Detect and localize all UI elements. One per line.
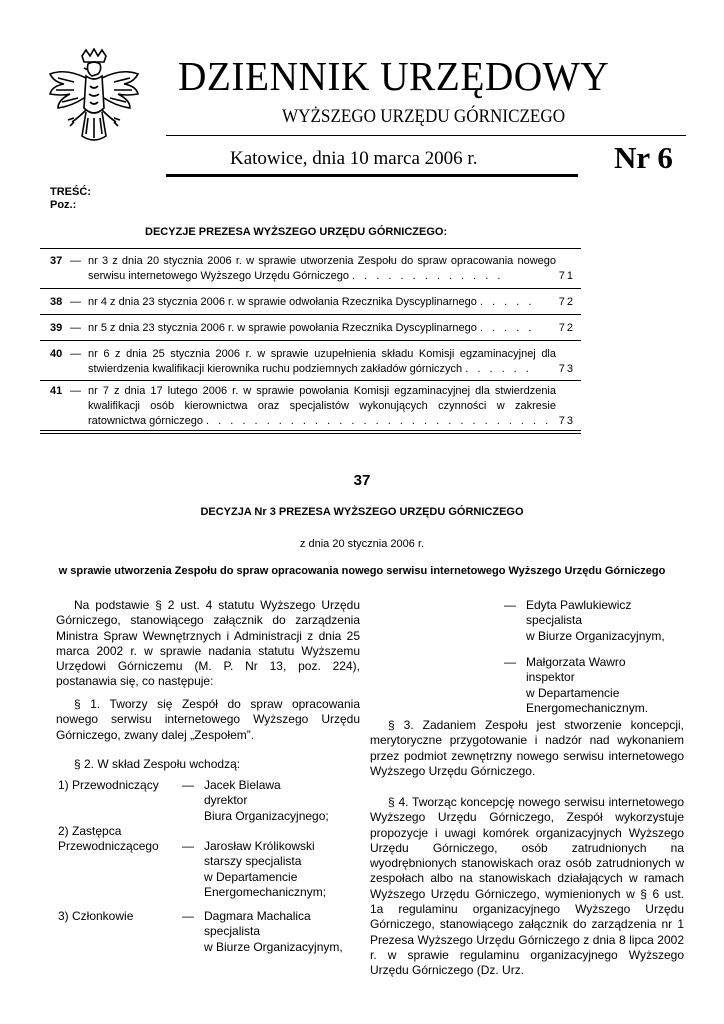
member-details (204, 909, 384, 955)
member-dash: — (182, 909, 194, 923)
toc-entry-page: 71 (558, 270, 575, 282)
toc-entry-page: 73 (558, 363, 575, 375)
decision-subject: w sprawie utworzenia Zespołu do spraw opracowania nowego serwisu internetowego Wyższego Urzędu Górniczego (58, 565, 666, 577)
member-dash: — (182, 839, 194, 853)
toc-entry-dash: — (70, 322, 81, 334)
toc-label-text: TREŚĆ: (50, 186, 91, 198)
toc-rule (40, 430, 581, 431)
member-unit: w Departamencie Energomechanicznym; (204, 869, 327, 899)
toc-rule (40, 433, 581, 434)
member-role: 1) Przewodniczący (58, 778, 159, 792)
toc-entry-number: 39 (50, 322, 63, 334)
toc-entry-page: 73 (558, 415, 575, 427)
member-position: specjalista (204, 924, 261, 939)
member-position: specjalista (526, 613, 583, 628)
toc-entry-text: nr 4 z dnia 23 stycznia 2006 r. w sprawie odwołania Rzecznika Dyscyplinarnego . . . . . (88, 296, 535, 308)
member-dash: — (182, 778, 194, 792)
section-number: 37 (353, 472, 371, 489)
toc-entry-text: nr 7 z dnia 17 lutego 2006 r. w sprawie powołania Komisji egzaminacyjnej dla stwierdzenia kwalifikacji osób kierownictwa oraz specjalistów wykonujących czynności w zakresie ratownictwa górniczego . . . . . . . . . . . . . . . . . . . . . . . . . . . . . (88, 385, 556, 427)
toc-entry-number: 41 (50, 385, 63, 397)
paragraph-1: § 1. Tworzy się Zespół do spraw opracowania nowego serwisu internetowego Wyższego Urzędu Górniczego, zwany dalej „Zespołem”. (56, 697, 360, 742)
toc-entry-dash: — (70, 296, 81, 308)
decision-date: z dnia 20 stycznia 2006 r. (299, 538, 425, 550)
member-details (204, 839, 384, 900)
member-dash: — (504, 598, 516, 612)
toc-heading: DECYZJE PREZESA WYŻSZEGO URZĘDU GÓRNICZEGO: (145, 226, 448, 238)
toc-entry-text: nr 3 z dnia 20 stycznia 2006 r. w sprawie utworzenia Zespołu do spraw opracowania nowego serwisu internetowego Wyższego Urzędu Górniczego . . . . . . . . . . . . . (88, 255, 556, 282)
paragraph-3: § 3. Zadaniem Zespołu jest stworzenie koncepcji, merytoryczne przygotowanie i nadzór nad wykonaniem przez podmiot zewnętrzny nowego serwisu internetowego Wyższego Urzędu Górniczego. (370, 718, 684, 778)
member-position: inspektor (526, 670, 575, 685)
journal-title: DZIENNIK URZĘDOWY (178, 53, 610, 99)
member-name: Jarosław Królikowski (204, 839, 315, 853)
toc-entry-number: 40 (50, 348, 63, 360)
toc-entry-number: 37 (50, 255, 63, 267)
toc-entry-page: 72 (558, 322, 575, 334)
member-unit: w Biurze Organizacyjnym, (526, 628, 665, 643)
toc-entry-dash: — (70, 348, 81, 360)
issue-number: Nr 6 (614, 140, 673, 175)
intro-paragraph: Na podstawie § 2 ust. 4 statutu Wyższego Urzędu Górniczego, stanowiącego załącznik do zarządzenia Ministra Spraw Wewnętrznych i Administracji z dnia 25 marca 2002 r. w sprawie nadania statutu Wyższemu Urzędowi Górniczemu (M. P. Nr 13, poz. 224), postanawia się, co następuje: (56, 598, 360, 689)
member-name: Dagmara Machalica (204, 909, 311, 923)
member-name: Edyta Pawlukiewicz (526, 598, 632, 612)
member-name: Jacek Bielawa (204, 778, 281, 792)
toc-rule (40, 340, 581, 341)
toc-entry-dash: — (70, 255, 81, 267)
member-details (526, 655, 696, 716)
member-position: dyrektor (204, 793, 248, 808)
paragraph-2: § 2. W skład Zespołu wchodzą: (74, 757, 241, 771)
member-role: 2) Zastępca Przewodniczącego (58, 824, 159, 854)
toc-rule (40, 314, 581, 315)
toc-rule (40, 248, 581, 249)
member-unit: w Departamencie Energomechanicznym. (526, 685, 649, 715)
toc-entry-text: nr 5 z dnia 23 stycznia 2006 r. w sprawie powołania Rzecznika Dyscyplinarnego . . . . . (88, 322, 535, 334)
member-details (526, 598, 696, 644)
member-unit: w Biurze Organizacyjnym, (204, 939, 343, 954)
member-unit: Biura Organizacyjnego; (204, 808, 329, 823)
member-role: 3) Członkowie (58, 909, 134, 923)
toc-pos-label: Poz.: (50, 199, 77, 211)
toc-label (50, 186, 91, 212)
toc-rule (40, 288, 581, 289)
member-dash: — (504, 655, 516, 669)
toc-entry-text: nr 6 z dnia 25 stycznia 2006 r. w sprawie uzupełnienia składu Komisji egzaminacyjnej dla stwierdzenia kwalifikacji kierownika ruchu podziemnych zakładów górniczych . . . . . . (88, 348, 556, 375)
emblem-eagle-icon (44, 48, 144, 160)
toc-entry-dash: — (70, 385, 81, 397)
paragraph-4: § 4. Tworząc koncepcję nowego serwisu internetowego Wyższego Urzędu Górniczego, Zespół wykorzystuje propozycje i uwagi komórek organizacyjnych Wyższego Urzędu Górniczego, osób zatrudnionych na wyodrębnionych stanowiskach oraz osób zatrudnionych w zespołach albo na stanowiskach działających w ramach Wyższego Urzędu Górniczego, wymienionych w § 6 ust. 1a regulaminu organizacyjnego Wyższego Urzędu Górniczego, stanowiącego załącznik do zarządzenia nr 1 Prezesa Wyższego Urzędu Górniczego z dnia 8 lipca 2002 r. w sprawie regulaminu organizacyjnego Wyższego Urzędu Górniczego (Dz. Urz. (370, 795, 684, 978)
dateline-rule (166, 174, 578, 177)
toc-rule (40, 380, 581, 381)
member-details (204, 778, 384, 824)
header-rule (166, 135, 686, 136)
member-position: starszy specjalista (204, 854, 302, 869)
decision-title: DECYZJA Nr 3 PREZESA WYŻSZEGO URZĘDU GÓRNICZEGO (200, 506, 524, 518)
journal-subtitle: WYŻSZEGO URZĘDU GÓRNICZEGO (282, 106, 566, 127)
toc-entry-page: 72 (558, 296, 575, 308)
dateline: Katowice, dnia 10 marca 2006 r. (230, 148, 478, 169)
member-name: Małgorzata Wawro (526, 655, 626, 669)
toc-entry-number: 38 (50, 296, 63, 308)
